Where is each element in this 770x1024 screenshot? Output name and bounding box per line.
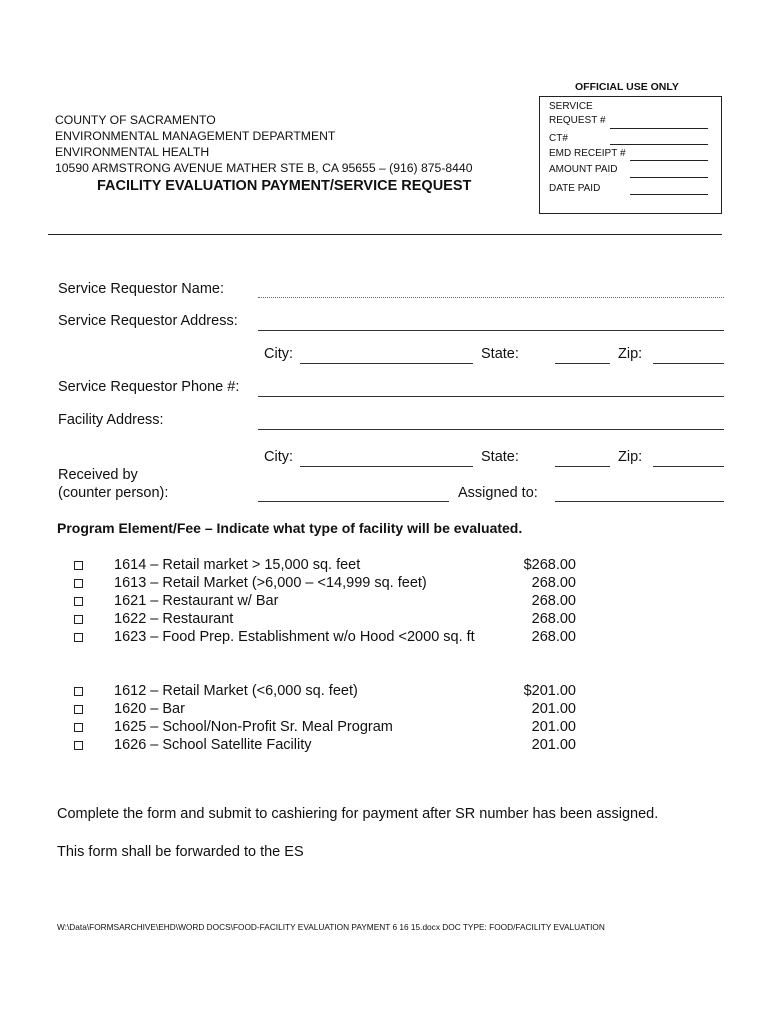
official-use-label-receipt: EMD RECEIPT # (549, 148, 626, 159)
fee-row (114, 718, 576, 736)
fee-row (114, 736, 576, 754)
official-use-box (539, 96, 722, 214)
fee-amount: 268.00 (531, 629, 576, 645)
instructions-submit: Complete the form and submit to cashiering for payment after SR number has been assigned. (57, 806, 659, 822)
fee-row (114, 556, 576, 574)
request-number-field[interactable] (610, 128, 708, 129)
date-paid-field[interactable] (630, 194, 708, 195)
fee-checkbox[interactable] (74, 633, 83, 642)
fee-amount: $201.00 (523, 683, 576, 699)
fee-amount: 201.00 (531, 737, 576, 753)
official-use-label-service: SERVICE (549, 101, 593, 112)
requestor-city-label: City: (264, 346, 293, 362)
fee-checkbox[interactable] (74, 741, 83, 750)
fee-checkbox[interactable] (74, 687, 83, 696)
fee-checkbox[interactable] (74, 723, 83, 732)
official-use-label-amount: AMOUNT PAID (549, 164, 618, 175)
fee-amount: 268.00 (531, 611, 576, 627)
facility-address-label: Facility Address: (58, 412, 164, 428)
fee-amount: $268.00 (523, 557, 576, 573)
footer-file-path: W:\Data\FORMSARCHIVE\EHD\WORD DOCS\FOOD-FACILITY EVALUATION PAYMENT 6 16 15.docx DOC TYPE: FOOD/FACILITY EVALUATION (57, 922, 605, 932)
fee-checkbox[interactable] (74, 579, 83, 588)
facility-address-field[interactable] (258, 429, 724, 430)
fee-amount: 268.00 (531, 575, 576, 591)
fee-row (114, 592, 576, 610)
emd-receipt-field[interactable] (630, 160, 708, 161)
fee-amount: 201.00 (531, 701, 576, 717)
official-use-title: OFFICIAL USE ONLY (575, 81, 679, 93)
fee-description: 1626 – School Satellite Facility (114, 737, 312, 753)
form-title: FACILITY EVALUATION PAYMENT/SERVICE REQUEST (97, 178, 472, 194)
fee-description: 1612 – Retail Market (<6,000 sq. feet) (114, 683, 358, 699)
official-use-label-ct: CT# (549, 133, 568, 144)
fee-description: 1614 – Retail market > 15,000 sq. feet (114, 557, 361, 573)
fee-amount: 201.00 (531, 719, 576, 735)
requestor-phone-label: Service Requestor Phone #: (58, 379, 240, 395)
facility-state-field[interactable] (555, 466, 610, 467)
fee-row (114, 682, 576, 700)
header-division: ENVIRONMENTAL HEALTH (55, 145, 210, 159)
requestor-state-label: State: (481, 346, 519, 362)
official-use-label-request: REQUEST # (549, 115, 606, 126)
fee-description: 1613 – Retail Market (>6,000 – <14,999 sq. feet) (114, 575, 427, 591)
received-by-field[interactable] (258, 501, 449, 502)
fee-checkbox[interactable] (74, 561, 83, 570)
requestor-address-field[interactable] (258, 330, 724, 331)
header-county: COUNTY OF SACRAMENTO (55, 113, 216, 127)
fee-row (114, 628, 576, 646)
facility-city-label: City: (264, 449, 293, 465)
requestor-state-field[interactable] (555, 363, 610, 364)
fee-description: 1621 – Restaurant w/ Bar (114, 593, 279, 609)
header-address: 10590 ARMSTRONG AVENUE MATHER STE B, CA 95655 – (916) 875-8440 (55, 161, 473, 175)
header-department: ENVIRONMENTAL MANAGEMENT DEPARTMENT (55, 129, 336, 143)
assigned-to-field[interactable] (555, 501, 724, 502)
amount-paid-field[interactable] (630, 177, 708, 178)
facility-state-label: State: (481, 449, 519, 465)
fee-description: 1620 – Bar (114, 701, 185, 717)
instructions-forward: This form shall be forwarded to the ES (57, 844, 304, 860)
fee-description: 1625 – School/Non-Profit Sr. Meal Program (114, 719, 393, 735)
requestor-city-field[interactable] (300, 363, 473, 364)
ct-number-field[interactable] (610, 144, 708, 145)
facility-city-field[interactable] (300, 466, 473, 467)
facility-zip-label: Zip: (618, 449, 643, 465)
facility-zip-field[interactable] (653, 466, 724, 467)
header-divider (48, 234, 722, 235)
official-use-label-date: DATE PAID (549, 183, 601, 194)
requestor-phone-field[interactable] (258, 396, 724, 397)
fee-row (114, 610, 576, 628)
fee-description: 1623 – Food Prep. Establishment w/o Hood <2000 sq. ft (114, 629, 475, 645)
fee-description: 1622 – Restaurant (114, 611, 234, 627)
fee-row (114, 574, 576, 592)
fee-checkbox[interactable] (74, 597, 83, 606)
counter-person-label: (counter person): (58, 485, 169, 501)
program-heading: Program Element/Fee – Indicate what type of facility will be evaluated. (57, 520, 523, 536)
fee-checkbox[interactable] (74, 705, 83, 714)
received-by-label: Received by (58, 467, 138, 483)
requestor-name-field[interactable] (258, 297, 724, 298)
requestor-name-label: Service Requestor Name: (58, 281, 225, 297)
fee-checkbox[interactable] (74, 615, 83, 624)
fee-amount: 268.00 (531, 593, 576, 609)
assigned-to-label: Assigned to: (458, 485, 538, 501)
fee-row (114, 700, 576, 718)
requestor-zip-field[interactable] (653, 363, 724, 364)
requestor-zip-label: Zip: (618, 346, 643, 362)
requestor-address-label: Service Requestor Address: (58, 313, 238, 329)
